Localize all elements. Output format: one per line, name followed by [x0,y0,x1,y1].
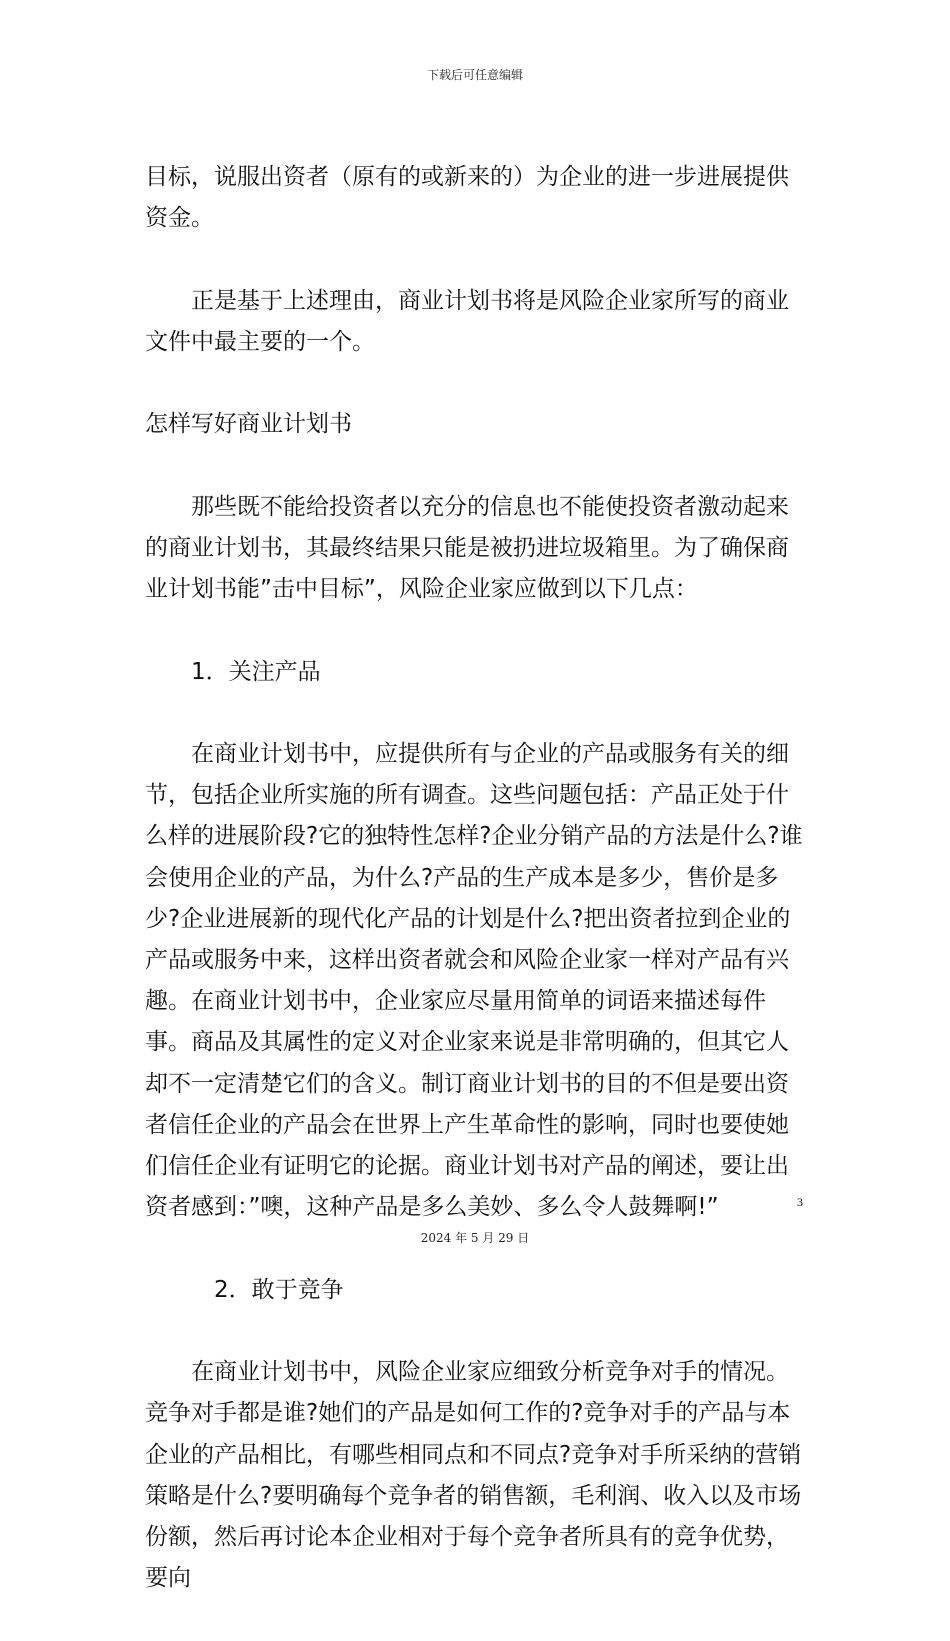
document-body [145,116,810,1641]
paragraph-reason: 正是基于上述理由，商业计划书将是风险企业家所写的商业文件中最主要的一个。 [145,287,789,356]
subheading-competition: 2．敢于竞争 [214,1276,344,1303]
section-heading: 怎样写好商业计划书 [145,411,352,438]
paragraph-product: 在商业计划书中，应提供所有与企业的产品或服务有关的细节，包括企业所实施的所有调查。这些问题包括：产品正处于什么样的进展阶段?它的独特性怎样?企业分销产品的方法是什么?谁会使用企业的产品，为什么?产品的生产成本是多少，售价是多少?企业进展新的现代化产品的计划是什么?把出资者拉到企业的产品或服务中来，这样出资者就会和风险企业家一样对产品有兴趣。在商业计划书中，企业家应尽量用简单的词语来描述每件事。商品及其属性的定义对企业家来说是非常明确的，但其它人却不一定清楚它们的含义。制订商业计划书的目的不但是要出资者信任企业的产品会在世界上产生革命性的影响，同时也要使她们信任企业有证明它的论据。商业计划书对产品的阐述，要让出资者感到：”噢，这种产品是多么美妙、多么令人鼓舞啊!” [145,741,803,1221]
subheading-product: 1．关注产品 [191,658,321,685]
page-number: 3 [797,1195,803,1209]
paragraph-continuation: 目标，说服出资者（原有的或新来的）为企业的进一步进展提供资金。 [145,164,789,232]
paragraph-intro: 那些既不能给投资者以充分的信息也不能使投资者激动起来的商业计划书，其最终结果只能是被扔进垃圾箱里。为了确保商业计划书能”击中目标”，风险企业家应做到以下几点： [145,493,789,603]
page-footer-date: 2024 年 5 月 29 日 [420,1231,530,1245]
paragraph-competition: 在商业计划书中，风险企业家应细致分析竞争对手的情况。竞争对手都是谁?她们的产品是如何工作的?竞争对手的产品与本企业的产品相比，有哪些相同点和不同点?竞争对手所采纳的营销策略是什么?要明确每个竞争者的销售额，毛利润、收入以及市场份额，然后再讨论本企业相对于每个竞争者所具有的竞争优势，要向 [145,1359,802,1592]
page-header: 下载后可任意编辑 [426,68,523,82]
